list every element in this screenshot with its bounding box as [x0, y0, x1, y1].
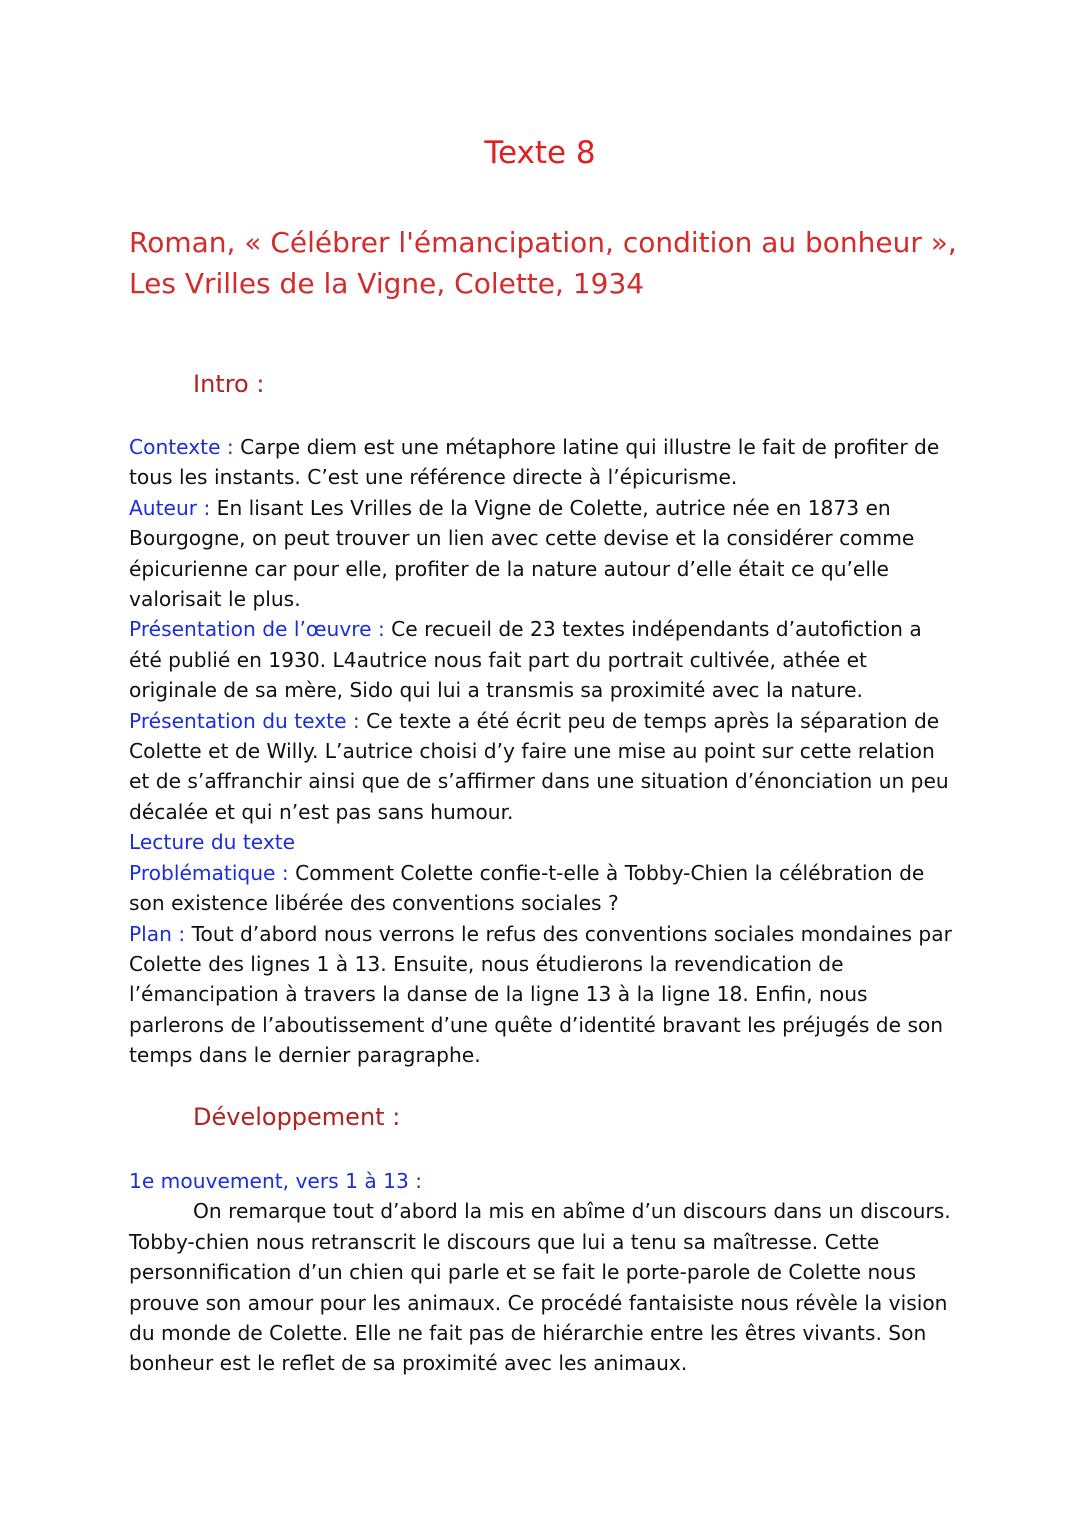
development-section	[129, 1166, 959, 1379]
context-text: Carpe diem est une métaphore latine qui illustre le fait de profiter de tous les instants. C’est une référence directe à l’épicurisme.	[129, 435, 940, 490]
movement-1-paragraph	[129, 1196, 959, 1378]
text-presentation-label: Présentation du texte :	[129, 708, 360, 733]
intro-author	[129, 493, 959, 615]
author-text: En lisant Les Vrilles de la Vigne de Colette, autrice née en 1873 en Bourgogne, on peut trouver un lien avec cette devise et la considérer comme épicurienne car pour elle, profiter de la nature autour d’elle était ce qu’elle valorisait le plus.	[129, 495, 915, 612]
intro-context	[129, 432, 959, 493]
work-presentation-label: Présentation de l’œuvre :	[129, 617, 385, 642]
development-heading: Développement :	[193, 1103, 401, 1131]
intro-section	[129, 432, 959, 1071]
subtitle-line-1: Roman, « Célébrer l'émancipation, condition au bonheur »,	[129, 226, 957, 259]
intro-reading	[129, 827, 959, 857]
context-label: Contexte :	[129, 435, 234, 459]
reading-label: Lecture du texte	[129, 830, 296, 855]
intro-plan	[129, 919, 959, 1071]
plan-text: Tout d’abord nous verrons le refus des conventions sociales mondaines par Colette des lignes 1 à 13. Ensuite, nous étudierons la revendication de l’émancipation à travers la danse de la ligne 13 à la ligne 18. Enfin, nous parlerons de l’aboutissement d’une quête d’identité bravant les préjugés de son temps dans le dernier paragraphe.	[129, 921, 952, 1068]
plan-label: Plan :	[129, 921, 186, 946]
problematic-text: Comment Colette confie-t-elle à Tobby-Chien la célébration de son existence libérée des conventions sociales ?	[129, 860, 925, 916]
text-presentation-text: Ce texte a été écrit peu de temps après la séparation de Colette et de Willy. L’autrice choisi d’y faire une mise au point sur cette relation et de s’affranchir ainsi que de s’affirmer dans une situation d’énonciation un peu décalée et qui n’est pas sans humour.	[129, 708, 949, 824]
document-title: Texte 8	[484, 135, 596, 171]
subtitle-line-2: Les Vrilles de la Vigne, Colette, 1934	[129, 267, 645, 300]
work-presentation-text: Ce recueil de 23 textes indépendants d’autofiction a été publié en 1930. L4autrice nous fait part du portrait cultivée, athée et originale de sa mère, Sido qui lui a transmis sa proximité avec la nature.	[129, 617, 922, 703]
intro-heading: Intro :	[193, 370, 265, 398]
document-subtitle	[129, 222, 1009, 304]
intro-text-presentation	[129, 706, 959, 828]
problematic-label: Problématique :	[129, 860, 289, 885]
movement-1-label: 1e mouvement, vers 1 à 13 :	[129, 1169, 423, 1193]
intro-problematic	[129, 858, 959, 919]
author-label: Auteur :	[129, 495, 211, 520]
intro-work-presentation	[129, 614, 959, 705]
movement-1-text: On remarque tout d’abord la mis en abîme d’un discours dans un discours. Tobby-chien nous retranscrit le discours que lui a tenu sa maîtresse. Cette personnification d’un chien qui parle et se fait le porte-parole de Colette nous prouve son amour pour les animaux. Ce procédé fantaisiste nous révèle la vision du monde de Colette. Elle ne fait pas de hiérarchie entre les êtres vivants. Son bonheur est le reflet de sa proximité avec les animaux.	[129, 1199, 951, 1376]
